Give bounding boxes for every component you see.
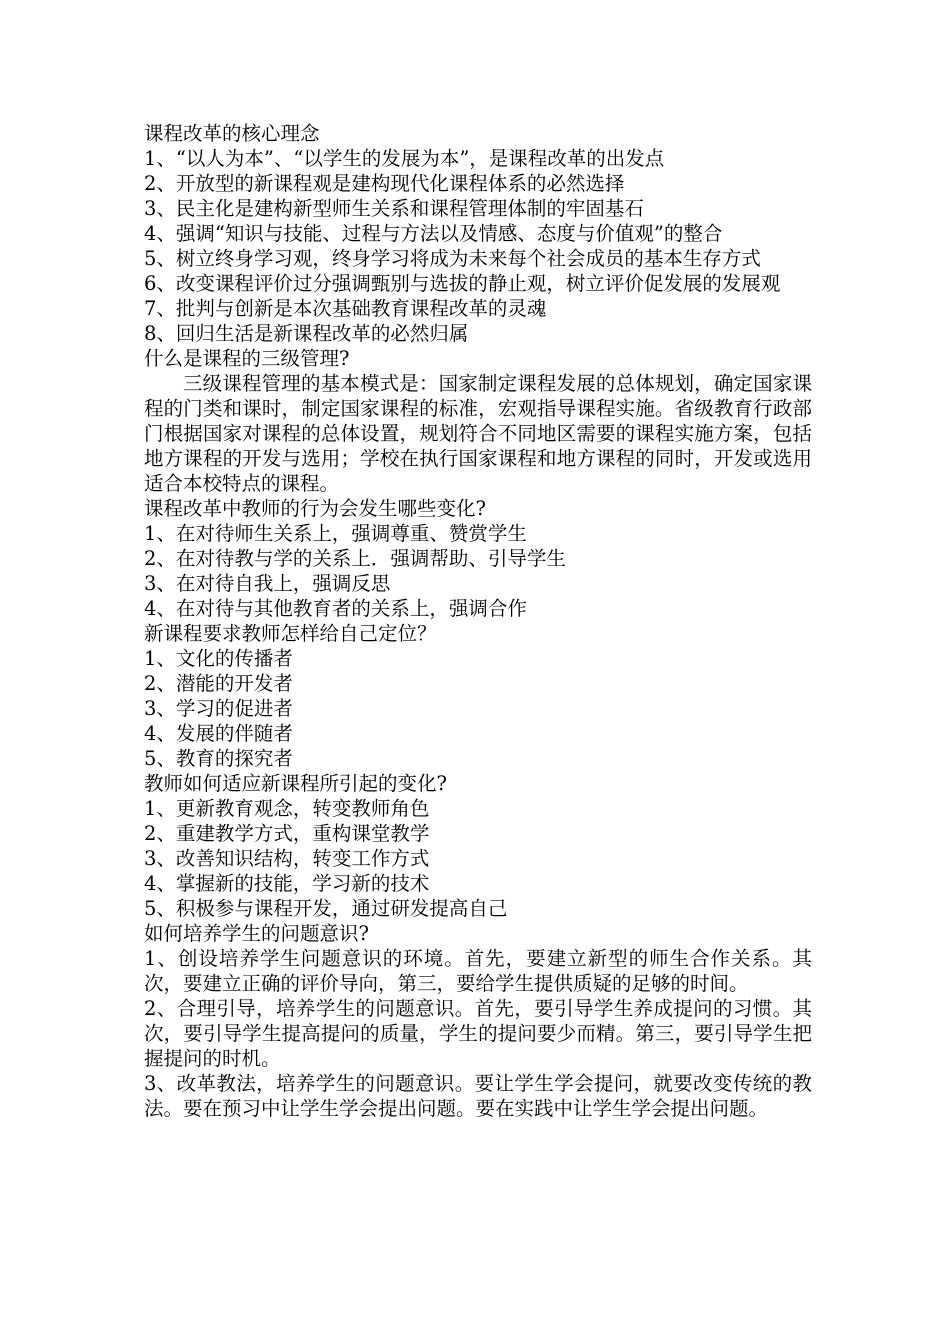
- list-item: 5、树立终身学习观，终身学习将成为未来每个社会成员的基本生存方式: [144, 247, 761, 270]
- list-item: 1、创设培养学生问题意识的环境。首先，要建立新型的师生合作关系。其次，要建立正确的评价导向，第三，要给学生提供质疑的足够的时间。: [144, 947, 812, 995]
- list-item: 7、批判与创新是本次基础教育课程改革的灵魂: [144, 297, 547, 320]
- list-item: 1、在对待师生关系上，强调尊重、赞赏学生: [144, 522, 527, 545]
- list-item: 3、民主化是建构新型师生关系和课程管理体制的牢固基石: [144, 197, 644, 220]
- list-item: 4、在对待与其他教育者的关系上，强调合作: [144, 597, 527, 620]
- section-heading-teacher-role: 新课程要求教师怎样给自己定位？: [144, 622, 437, 645]
- list-item: 2、在对待教与学的关系上．强调帮助、引导学生: [144, 547, 566, 570]
- list-item: 2、合理引导，培养学生的问题意识。首先，要引导学生养成提问的习惯。其次，要引导学生提高提问的质量，学生的提问要少而精。第三，要引导学生把握提问的时机。: [144, 997, 812, 1070]
- list-item: 5、积极参与课程开发，通过研发提高自己: [144, 897, 508, 920]
- section-heading-problem-awareness: 如何培养学生的问题意识?: [144, 922, 369, 945]
- list-item: 2、开放型的新课程观是建构现代化课程体系的必然选择: [144, 172, 625, 195]
- list-item: 8、回归生活是新课程改革的必然归属: [144, 322, 469, 345]
- list-item: 4、发展的伴随者: [144, 722, 293, 745]
- section-heading-core-concepts: 课程改革的核心理念: [144, 122, 320, 145]
- list-item: 1、文化的传播者: [144, 647, 293, 670]
- list-item: 5、教育的探究者: [144, 747, 293, 770]
- section-heading-three-level-management: 什么是课程的三级管理?: [144, 347, 350, 370]
- section-heading-teacher-behavior: 课程改革中教师的行为会发生哪些变化?: [144, 497, 486, 520]
- list-item: 1、更新教育观念，转变教师角色: [144, 797, 430, 820]
- list-item: 6、改变课程评价过分强调甄别与选拔的静止观，树立评价促发展的发展观: [144, 272, 781, 295]
- paragraph: 三级课程管理的基本模式是：国家制定课程发展的总体规划，确定国家课程的门类和课时，制定国家课程的标准，宏观指导课程实施。省级教育行政部门根据国家对课程的总体设置，规划符合不同地区需要的课程实施方案，包括地方课程的开发与选用；学校在执行国家课程和地方课程的同时，开发或选用适合本校特点的课程。: [144, 372, 812, 495]
- list-item: 3、学习的促进者: [144, 697, 293, 720]
- document-page: [144, 121, 812, 1121]
- list-item: 3、在对待自我上，强调反思: [144, 572, 391, 595]
- list-item: 3、改善知识结构，转变工作方式: [144, 847, 430, 870]
- list-item: 4、掌握新的技能，学习新的技术: [144, 872, 430, 895]
- list-item: 2、潜能的开发者: [144, 672, 293, 695]
- list-item: 1、“以人为本”、“以学生的发展为本”，是课程改革的出发点: [144, 147, 665, 170]
- list-item: 3、改革教法，培养学生的问题意识。要让学生学会提问，就要改变传统的教法。要在预习中让学生学会提出问题。要在实践中让学生学会提出问题。: [144, 1072, 812, 1120]
- list-item: 2、重建教学方式，重构课堂教学: [144, 822, 430, 845]
- section-heading-teacher-adaptation: 教师如何适应新课程所引起的变化?: [144, 772, 447, 795]
- list-item: 4、强调“知识与技能、过程与方法以及情感、态度与价值观”的整合: [144, 222, 723, 245]
